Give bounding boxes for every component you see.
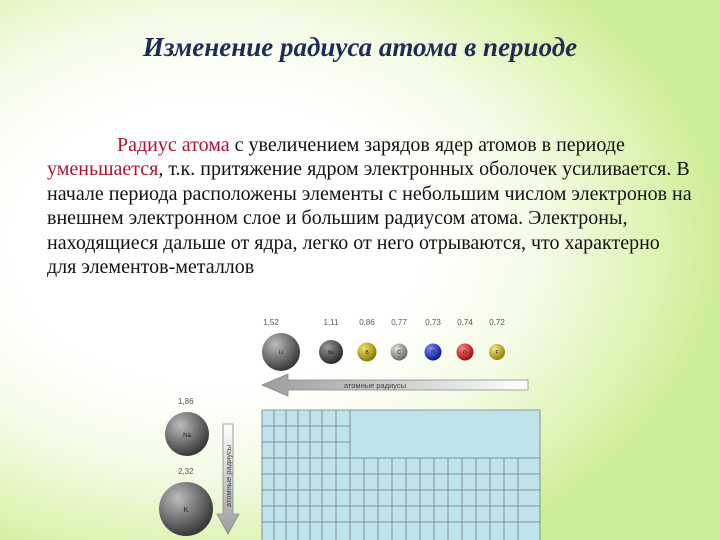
slide-title: Изменение радиуса атома в периоде xyxy=(142,32,578,62)
radius-label-na: 1,86 xyxy=(178,397,194,406)
term-atom-radius: Радиус атома xyxy=(117,134,230,156)
radius-label-li: 1,52 xyxy=(263,318,279,327)
radius-label-o: 0,74 xyxy=(457,318,473,327)
periodic-table-grid xyxy=(262,410,540,540)
atom-symbol-li: Li xyxy=(279,350,283,356)
radius-label-be: 1,11 xyxy=(323,318,339,327)
radius-label-f: 0,72 xyxy=(489,318,505,327)
atom-symbol-b: B xyxy=(365,350,369,356)
radius-label-c: 0,77 xyxy=(391,318,407,327)
atom-symbol-o: O xyxy=(463,350,467,356)
atom-symbol-c: C xyxy=(397,350,401,356)
body-paragraph xyxy=(47,133,692,279)
atomic-radius-figure xyxy=(150,308,550,540)
radius-label-k: 2,32 xyxy=(178,467,194,476)
horizontal-arrow-label: атомные радиусы xyxy=(343,381,407,390)
atom-symbol-k: K xyxy=(183,507,189,514)
atom-symbol-n: N xyxy=(431,350,435,356)
paragraph-text-1: с увеличением зарядов ядер атомов в периоде xyxy=(229,134,625,156)
atom-symbol-be: Be xyxy=(327,350,335,356)
paragraph-text-2: , т.к. притяжение ядром электронных оболочек усиливается. В начале периода расположены элементы с небольшим числом электронов на внешнем электронном слое и большим радиусом атома. Электроны, находящиеся дальше от ядра, легко от него отрываются, что характерно для элементов-металлов xyxy=(47,158,692,279)
atomic-radius-diagram xyxy=(150,308,550,540)
atom-symbol-na: Na xyxy=(183,433,191,439)
radius-label-n: 0,73 xyxy=(425,318,441,327)
radius-label-b: 0,86 xyxy=(359,318,375,327)
vertical-arrow-label: атомные радиусы xyxy=(224,444,233,508)
atom-symbol-f: F xyxy=(495,350,499,356)
term-decreases: уменьшается xyxy=(47,158,159,181)
